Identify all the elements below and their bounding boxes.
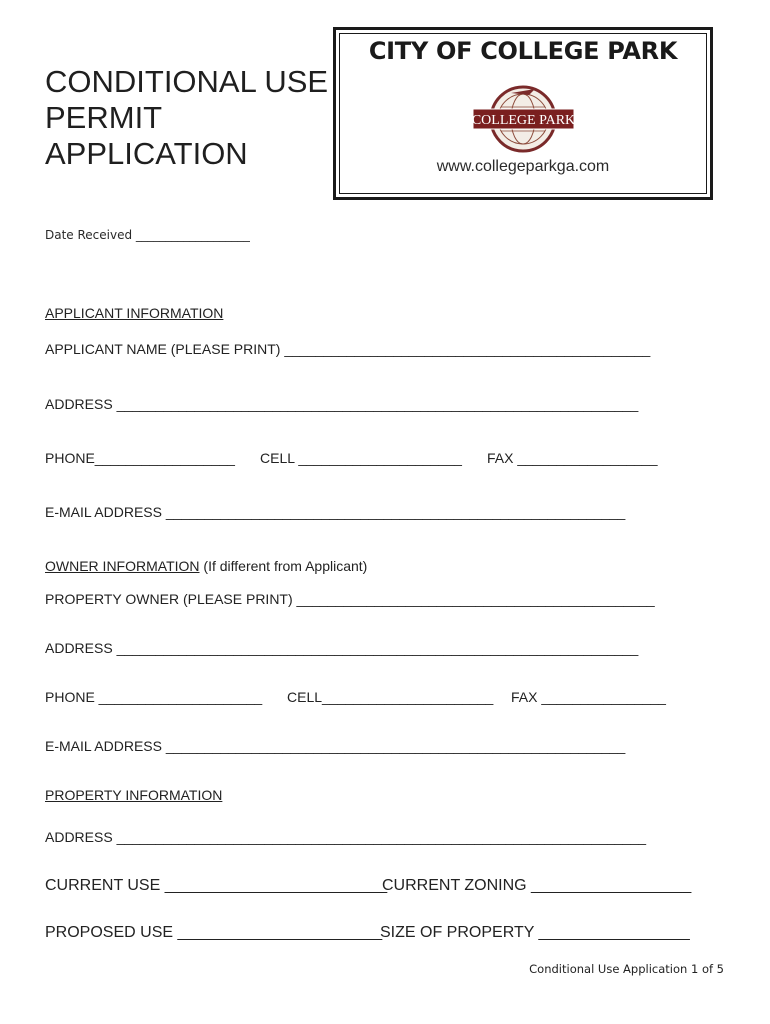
applicant-section-heading: APPLICANT INFORMATION: [45, 305, 224, 321]
city-website: www.collegeparkga.com: [436, 158, 610, 175]
proposed-use-field[interactable]: PROPOSED USE _______________________: [45, 924, 383, 941]
current-zoning-field[interactable]: CURRENT ZONING __________________: [382, 877, 692, 894]
owner-email-field[interactable]: E-MAIL ADDRESS ___________________________________________________________: [45, 738, 626, 754]
page-title: [45, 64, 328, 172]
city-seal-icon: [471, 79, 576, 159]
applicant-phone-field[interactable]: PHONE__________________: [45, 450, 235, 466]
size-of-property-field[interactable]: SIZE OF PROPERTY _________________: [380, 924, 690, 941]
logo-text: COLLEGE PARK: [471, 113, 576, 128]
current-use-field[interactable]: CURRENT USE _________________________: [45, 877, 388, 894]
owner-phone-field[interactable]: PHONE _____________________: [45, 689, 263, 705]
applicant-fax-field[interactable]: FAX __________________: [487, 450, 658, 466]
city-header-box: [333, 27, 713, 200]
owner-heading-note: (If different from Applicant): [199, 558, 368, 574]
owner-heading-text: OWNER INFORMATION: [45, 558, 200, 574]
property-section-heading: PROPERTY INFORMATION: [45, 787, 223, 803]
title-line-1: CONDITIONAL USE: [45, 64, 329, 99]
owner-fax-field[interactable]: FAX ________________: [511, 689, 666, 705]
property-address-field[interactable]: ADDRESS ____________________________________________________________________: [45, 829, 647, 845]
city-name: CITY OF COLLEGE PARK: [368, 37, 678, 65]
applicant-name-field[interactable]: APPLICANT NAME (PLEASE PRINT) _______________________________________________: [45, 341, 651, 357]
owner-section-heading: [45, 558, 367, 574]
applicant-email-field[interactable]: E-MAIL ADDRESS ___________________________________________________________: [45, 504, 626, 520]
title-line-3: APPLICATION: [45, 136, 248, 171]
owner-name-field[interactable]: PROPERTY OWNER (PLEASE PRINT) ______________________________________________: [45, 591, 655, 607]
page-footer: Conditional Use Application 1 of 5: [529, 962, 724, 976]
applicant-address-field[interactable]: ADDRESS ___________________________________________________________________: [45, 396, 639, 412]
applicant-cell-field[interactable]: CELL _____________________: [260, 450, 462, 466]
owner-cell-field[interactable]: CELL______________________: [287, 689, 494, 705]
title-line-2: PERMIT: [45, 100, 163, 135]
date-received-field[interactable]: Date Received ___________________: [45, 228, 250, 242]
owner-address-field[interactable]: ADDRESS ___________________________________________________________________: [45, 640, 639, 656]
